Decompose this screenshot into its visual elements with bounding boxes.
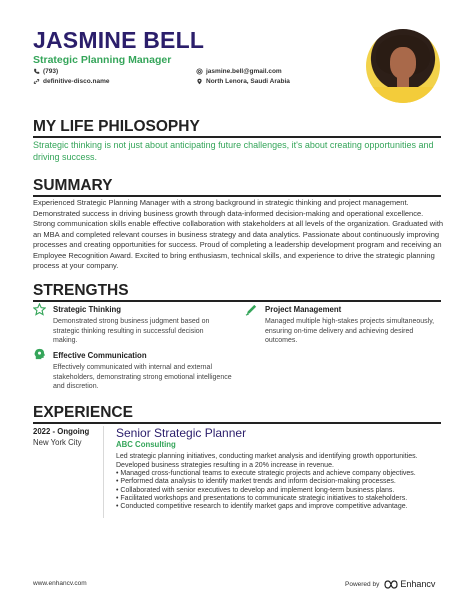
- strength-title: Project Management: [265, 305, 342, 314]
- footer-powered: [345, 579, 435, 589]
- job-description: Led strategic planning initiatives, conducting market analysis and identifying growth opportunities. Developed business strategies resulting in a 20% increase in revenue.: [116, 453, 418, 470]
- profile-photo: [366, 29, 440, 103]
- job-date: 2022 - Ongoing: [33, 427, 90, 436]
- email-text[interactable]: jasmine.bell@gmail.com: [206, 68, 282, 75]
- strengths-divider: [33, 300, 441, 302]
- strength-title: Effective Communication: [53, 351, 147, 360]
- footer-site-link[interactable]: www.enhancv.com: [33, 580, 87, 587]
- summary-divider: [33, 195, 441, 197]
- timeline-divider: [103, 426, 104, 518]
- phone-icon: [33, 68, 40, 75]
- link-icon: [33, 78, 40, 85]
- strength-title: Strategic Thinking: [53, 305, 122, 314]
- candidate-name: JASMINE BELL: [33, 27, 205, 53]
- philosophy-heading: MY LIFE PHILOSOPHY: [33, 118, 200, 135]
- philosophy-divider: [33, 136, 441, 138]
- list-item: • Facilitated workshops and presentations to communicate strategic initiatives to stakeholders.: [116, 495, 446, 503]
- list-item: • Conducted competitive research to identify market gaps and improve competitive advantage.: [116, 503, 446, 511]
- location-pin-icon: [196, 78, 203, 85]
- company-name: ABC Consulting: [116, 440, 176, 449]
- philosophy-text: Strategic thinking is not just about anticipating future challenges, it's about creating opportunities and driving success.: [33, 140, 434, 162]
- brand-logo[interactable]: [384, 579, 435, 589]
- job-bullet-list: [116, 470, 446, 511]
- job-location: New York City: [33, 438, 82, 447]
- list-item: • Collaborated with senior executives to develop and implement long-term business plans.: [116, 487, 446, 495]
- job-title: Senior Strategic Planner: [116, 426, 247, 440]
- pen-icon: [245, 303, 258, 316]
- powered-by-text: Powered by: [345, 580, 380, 588]
- enhancv-logo-icon: [384, 580, 398, 589]
- list-item: • Managed cross-functional teams to execute strategic projects and achieve company objectives.: [116, 470, 446, 478]
- phone-text: (793): [43, 68, 59, 75]
- strength-desc: Managed multiple high-stakes projects simultaneously, ensuring on-time delivery and achieving desired outcomes.: [265, 318, 435, 344]
- list-item: • Performed data analysis to identify market trends and inform decision-making processes.: [116, 478, 446, 486]
- experience-divider: [33, 422, 441, 424]
- website-contact[interactable]: [33, 78, 109, 85]
- experience-heading: EXPERIENCE: [33, 404, 133, 421]
- website-text[interactable]: definitive-disco.name: [43, 78, 110, 85]
- strength-desc: Demonstrated strong business judgment based on strategic thinking resulting in successful decision making.: [53, 318, 210, 344]
- at-icon: [196, 68, 203, 75]
- location-contact: [196, 78, 290, 85]
- head-icon: [33, 348, 46, 361]
- strengths-heading: STRENGTHS: [33, 282, 129, 299]
- location-text: North Lenora, Saudi Arabia: [206, 78, 290, 85]
- phone-contact: [33, 68, 58, 75]
- candidate-role: Strategic Planning Manager: [33, 54, 172, 66]
- star-icon: [33, 303, 46, 316]
- email-contact[interactable]: [196, 68, 282, 75]
- strength-desc: Effectively communicated with internal and external stakeholders, demonstrating strong emotional intelligence and discretion.: [53, 364, 232, 390]
- brand-name: Enhancv: [400, 579, 436, 589]
- summary-heading: SUMMARY: [33, 177, 113, 194]
- summary-text: Experienced Strategic Planning Manager with a strong background in strategic thinking and project management. Demonstrated success in driving business growth through data-informed decision-making and operational excellence. Strong communication skills enable effective collaboration with stakeholders at all levels of the organization. Graduated with an MBA and completed relevant courses in business strategy and data analytics. Passionate about continuously improving processes and creating opportunities for success. Proud of completing a leadership development program and receiving an Employee Recognition Award. Excited to bring enthusiasm, technical skills, and experience to drive the strategic planning process at your company.: [33, 198, 444, 270]
